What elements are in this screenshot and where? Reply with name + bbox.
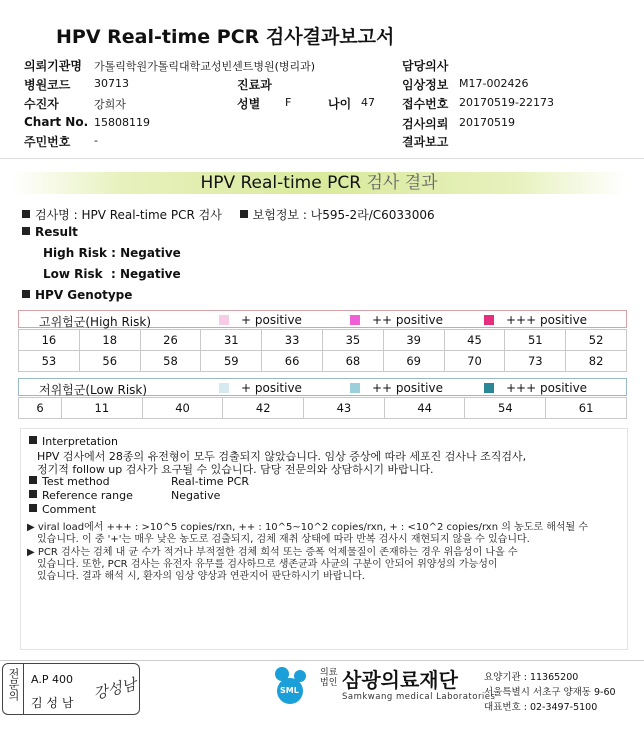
genotype-cell: 58 bbox=[140, 351, 201, 372]
arrow-bullet-icon: ▶ bbox=[27, 547, 38, 558]
pathologist-name: 김 성 남 bbox=[31, 696, 74, 710]
low-risk-label: 저위험군(Low Risk) bbox=[39, 383, 148, 397]
genotype-cell: 18 bbox=[79, 330, 140, 351]
genotype-cell: 43 bbox=[304, 398, 385, 419]
result-heading-row bbox=[22, 225, 78, 239]
address: 서울특별시 서초구 양재동 9-60 bbox=[484, 687, 616, 698]
interpretation-heading-row: Interpretation bbox=[29, 435, 118, 448]
genotype-cell: 45 bbox=[444, 330, 505, 351]
age-label: 나이 bbox=[328, 97, 352, 111]
sml-logo-icon bbox=[270, 664, 312, 706]
phone-number: 대표번호 : 02-3497-5100 bbox=[484, 702, 598, 713]
institution-value: 가톨릭학원가톨릭대학교성빈센트병원(병리과) bbox=[94, 60, 316, 73]
request-value: 20170519 bbox=[459, 116, 515, 129]
high-legend-plus3: +++ positive bbox=[484, 313, 587, 327]
signature-box bbox=[2, 663, 140, 715]
test-method-row: Test method bbox=[29, 475, 110, 488]
genotype-heading: HPV Genotype bbox=[35, 288, 133, 302]
genotype-cell: 35 bbox=[322, 330, 383, 351]
genotype-cell: 69 bbox=[383, 351, 444, 372]
reference-range-value: Negative bbox=[171, 489, 221, 502]
genotype-cell: 70 bbox=[444, 351, 505, 372]
genotype-cell: 39 bbox=[383, 330, 444, 351]
comment-line: ▶ viral load에서 +++ : >10^5 copies/rxn, ++ : 10^5~10^2 copies/rxn, + : <10^2 copies/rxn 의 농도로 해석될 수 bbox=[27, 522, 589, 533]
header-divider bbox=[0, 158, 644, 159]
sex-value: F bbox=[285, 96, 292, 109]
receipt-label: 접수번호 bbox=[402, 97, 449, 111]
hospital-code-label: 병원코드 bbox=[24, 78, 71, 92]
genotype-cell: 6 bbox=[19, 398, 62, 419]
result-heading: Result bbox=[35, 225, 78, 239]
signature-image: 강성남 bbox=[91, 674, 139, 703]
low-risk-header bbox=[18, 378, 627, 396]
genotype-cell: 54 bbox=[465, 398, 546, 419]
high-risk-header bbox=[18, 310, 627, 328]
test-name: 검사명 : HPV Real-time PCR 검사 bbox=[35, 208, 222, 222]
genotype-cell: 73 bbox=[505, 351, 566, 372]
interpretation-box bbox=[20, 428, 628, 650]
genotype-cell: 68 bbox=[322, 351, 383, 372]
comment-line: 있습니다. 이 중 '+'는 매우 낮은 농도로 검출되지, 검체 재취 상태에 따라 반복 검사시 재현되지 않을 수 있습니다. bbox=[37, 534, 530, 545]
license-number: 요양기관 : 11365200 bbox=[484, 672, 579, 683]
comment-line: ▶ PCR 검사는 검체 내 균 수가 적거나 부적절한 검체 희석 또는 증폭 억제물질이 존재하는 경우 위음성이 나올 수 bbox=[27, 547, 518, 558]
bullet-square-icon bbox=[240, 210, 248, 218]
insurance-info: 보험정보 : 나595-2라/C6033006 bbox=[252, 208, 435, 222]
section-title-main: HPV Real-time PCR bbox=[200, 173, 362, 193]
genotype-cell: 66 bbox=[262, 351, 323, 372]
genotype-cell: 42 bbox=[223, 398, 304, 419]
bullet-square-icon bbox=[29, 504, 37, 512]
genotype-cell: 82 bbox=[566, 351, 627, 372]
test-name-row bbox=[22, 206, 435, 223]
swatch-icon bbox=[484, 383, 494, 393]
genotype-cell: 16 bbox=[19, 330, 80, 351]
request-label: 검사의뢰 bbox=[402, 117, 449, 131]
logo-english-name: Samkwang medical Laboratories bbox=[342, 692, 496, 702]
high-legend-plus2: ++ positive bbox=[350, 313, 443, 327]
swatch-icon bbox=[484, 315, 494, 325]
chart-value: 15808119 bbox=[94, 116, 150, 129]
high-risk-result: High Risk : Negative bbox=[43, 246, 181, 260]
genotype-cell: 31 bbox=[201, 330, 262, 351]
comment-line: 있습니다. 또한, PCR 검사는 유전자 유무를 검사하므로 생존균과 사균의 구분이 안되어 위양성의 가능성이 bbox=[37, 559, 498, 570]
genotype-row bbox=[19, 351, 627, 372]
genotype-cell: 40 bbox=[142, 398, 223, 419]
bullet-square-icon bbox=[29, 476, 37, 484]
rrn-value: - bbox=[94, 134, 98, 147]
genotype-cell: 33 bbox=[262, 330, 323, 351]
low-risk-table bbox=[18, 397, 627, 419]
clinical-label: 임상정보 bbox=[402, 78, 449, 92]
genotype-cell: 56 bbox=[79, 351, 140, 372]
genotype-row bbox=[19, 398, 627, 419]
genotype-cell: 44 bbox=[384, 398, 465, 419]
logo-small-caption: 의료 법인 bbox=[320, 668, 338, 688]
result-date-label: 결과보고 bbox=[402, 135, 449, 149]
comment-line: 있습니다. 결과 해석 시, 환자의 임상 양상과 연관지어 판단하시기 바랍니다. bbox=[37, 571, 365, 582]
comment-heading-row: Comment bbox=[29, 503, 96, 516]
genotype-cell: 52 bbox=[566, 330, 627, 351]
test-method-value: Real-time PCR bbox=[171, 475, 249, 488]
ap-number: A.P 400 bbox=[31, 673, 73, 686]
stamp-title-cell bbox=[3, 664, 24, 714]
sex-label: 성별 bbox=[237, 97, 261, 111]
patient-value: 강희자 bbox=[94, 98, 126, 111]
chart-label: Chart No. bbox=[24, 115, 89, 129]
doctor-label: 담당의사 bbox=[402, 59, 449, 73]
bullet-square-icon bbox=[29, 490, 37, 498]
section-title bbox=[12, 172, 626, 194]
low-risk-result: Low Risk : Negative bbox=[43, 267, 181, 281]
genotype-cell: 26 bbox=[140, 330, 201, 351]
genotype-cell: 51 bbox=[505, 330, 566, 351]
clinical-value: M17-002426 bbox=[459, 77, 529, 90]
genotype-cell: 53 bbox=[19, 351, 80, 372]
dept-label: 진료과 bbox=[237, 78, 272, 92]
high-risk-label: 고위험군(High Risk) bbox=[39, 315, 151, 329]
footer-divider bbox=[0, 660, 644, 661]
stamp-title: 전문의 bbox=[7, 668, 20, 701]
section-ribbon bbox=[12, 172, 626, 194]
swatch-icon bbox=[350, 315, 360, 325]
low-legend-plus2: ++ positive bbox=[350, 381, 443, 395]
swatch-icon bbox=[219, 383, 229, 393]
hospital-code-value: 30713 bbox=[94, 77, 129, 90]
interpretation-line: 정기적 follow up 검사가 요구될 수 있습니다. 담당 전문의와 상담하시기 바랍니다. bbox=[37, 463, 434, 476]
patient-label: 수진자 bbox=[24, 97, 59, 111]
genotype-row bbox=[19, 330, 627, 351]
logo-badge-text: SML bbox=[280, 686, 299, 695]
high-legend-plus: + positive bbox=[219, 313, 302, 327]
institution-label: 의뢰기관명 bbox=[24, 59, 82, 73]
report-title: HPV Real-time PCR 검사결과보고서 bbox=[56, 26, 395, 48]
swatch-icon bbox=[219, 315, 229, 325]
genotype-cell: 11 bbox=[61, 398, 142, 419]
bullet-square-icon bbox=[22, 210, 30, 218]
reference-range-row: Reference range bbox=[29, 489, 133, 502]
logo-name: 삼광의료재단 bbox=[342, 668, 458, 692]
genotype-heading-row bbox=[22, 288, 132, 302]
genotype-cell: 59 bbox=[201, 351, 262, 372]
age-value: 47 bbox=[361, 96, 375, 109]
interpretation-line: HPV 검사에서 28종의 유전형이 모두 검출되지 않았습니다. 임상 증상에 따라 세포진 검사나 조직검사, bbox=[37, 450, 527, 463]
arrow-bullet-icon: ▶ bbox=[27, 522, 38, 533]
bullet-square-icon bbox=[22, 290, 30, 298]
section-title-suffix: 검사 결과 bbox=[361, 173, 438, 193]
rrn-label: 주민번호 bbox=[24, 135, 71, 149]
bullet-square-icon bbox=[29, 436, 37, 444]
low-legend-plus3: +++ positive bbox=[484, 381, 587, 395]
bullet-square-icon bbox=[22, 227, 30, 235]
low-legend-plus: + positive bbox=[219, 381, 302, 395]
receipt-value: 20170519-22173 bbox=[459, 96, 554, 109]
high-risk-table bbox=[18, 329, 627, 372]
genotype-cell: 61 bbox=[546, 398, 627, 419]
swatch-icon bbox=[350, 383, 360, 393]
